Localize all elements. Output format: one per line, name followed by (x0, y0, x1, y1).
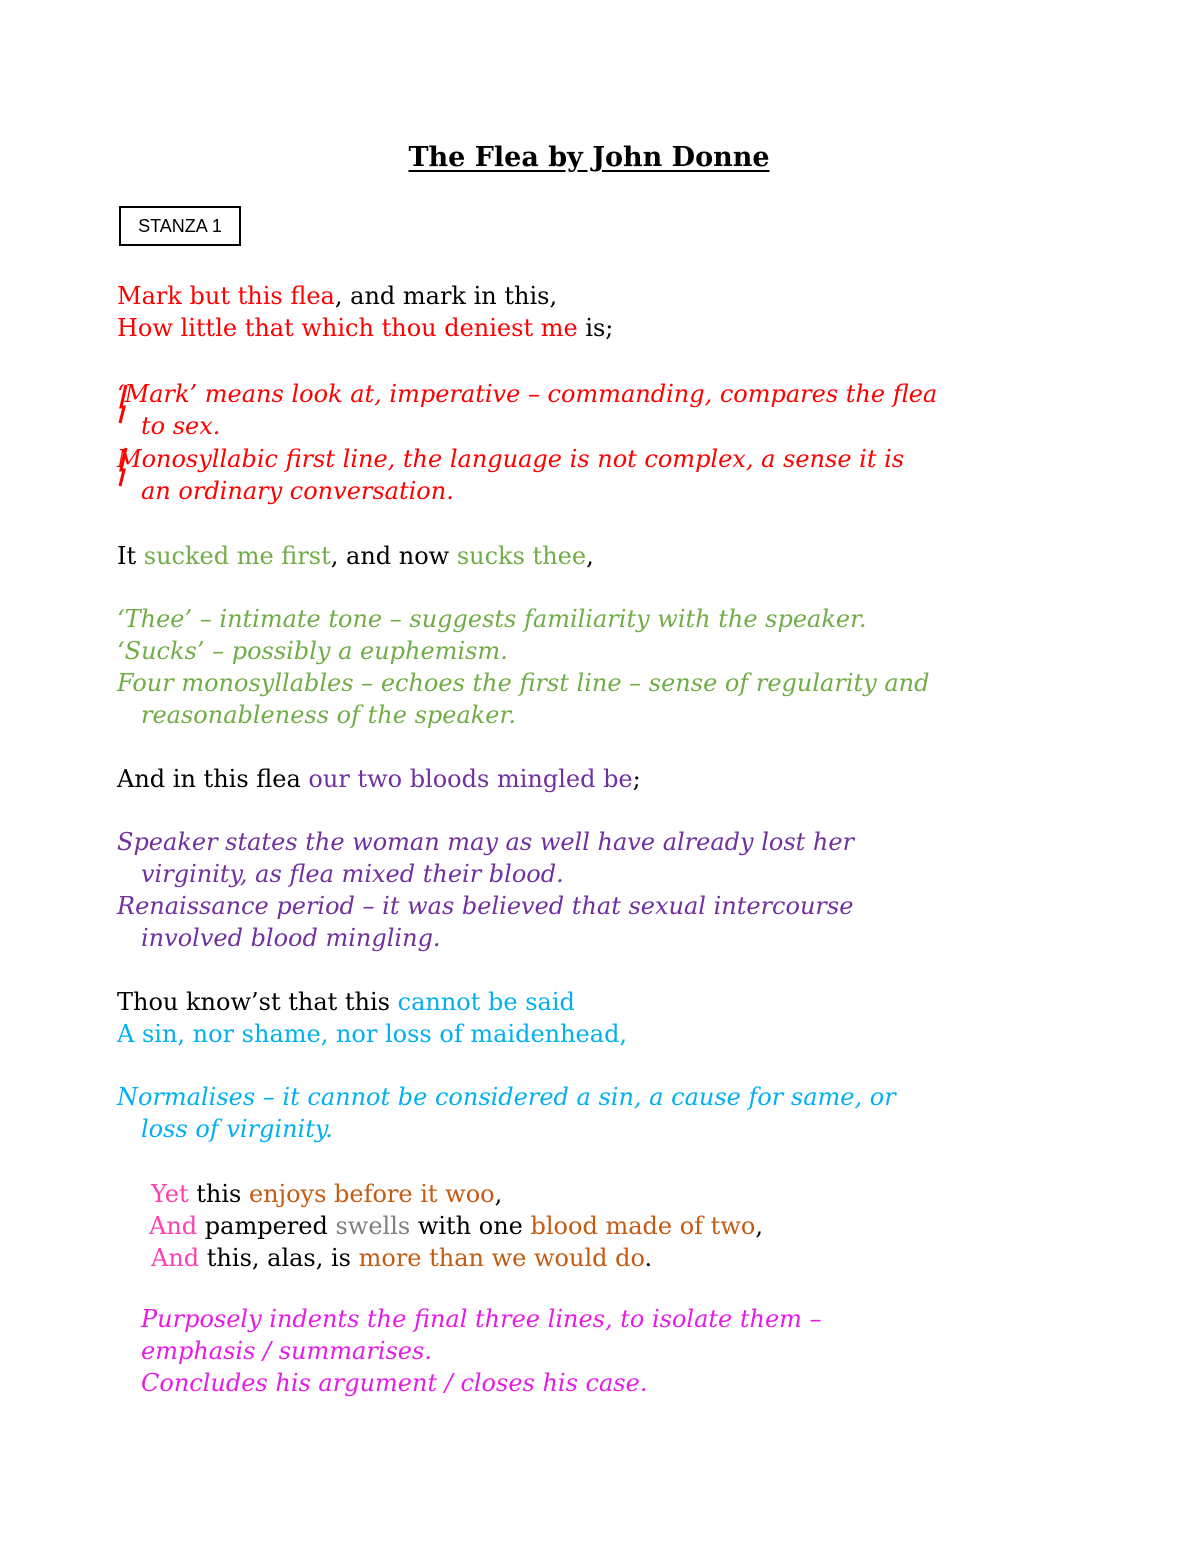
highlight-phrase: enjoys before it woo (248, 1180, 495, 1208)
note-line: an ordinary conversation. (141, 477, 454, 505)
note-line: virginity, as flea mixed their blood. (141, 860, 564, 888)
poem-line-7 (151, 1178, 502, 1210)
highlight-phrase: blood made of two (530, 1212, 756, 1240)
highlight-phrase: Yet (151, 1180, 189, 1208)
poem-line-5 (117, 986, 575, 1018)
highlight-phrase: And (151, 1244, 200, 1272)
line-text: , and mark in this, (334, 282, 558, 310)
page-title: The Flea by John Donne (408, 142, 770, 173)
highlight-phrase: swells (335, 1212, 411, 1240)
line-text: And in this flea (117, 765, 309, 793)
note-line: involved blood mingling. (141, 924, 441, 952)
line-text: pampered (197, 1212, 336, 1240)
line-text: It (117, 542, 144, 570)
poem-line-4 (117, 763, 641, 795)
line-text: , (586, 542, 594, 570)
highlight-phrase: Mark but this flea (117, 282, 335, 310)
note-line: Purposely indents the final three lines, to isolate them – (141, 1305, 822, 1333)
line-text: this (188, 1180, 249, 1208)
note-line: Renaissance period – it was believed that sexual intercourse (117, 892, 854, 920)
line-text: ; (632, 765, 641, 793)
note-line: Normalises – it cannot be considered a sin, a cause for same, or (117, 1083, 896, 1111)
note-line: emphasis / summarises. (141, 1337, 432, 1365)
note-line: ‘Thee’ – intimate tone – suggests familiarity with the speaker. (117, 605, 867, 633)
poem-line-3 (117, 540, 594, 572)
line-text: Thou know’st that this (117, 988, 398, 1016)
poem-line-1 (117, 280, 557, 312)
highlight-phrase: more than we would do (358, 1244, 645, 1272)
poem-line-9 (151, 1242, 652, 1274)
poem-line-8 (149, 1210, 763, 1242)
highlight-phrase: sucked me first (143, 542, 331, 570)
note-line: reasonableness of the speaker. (141, 701, 516, 729)
note-line: ‘Sucks’ – possibly a euphemism. (117, 637, 508, 665)
note-line: Monosyllabic first line, the language is not complex, a sense it is (117, 445, 905, 473)
stanza-label-box (119, 206, 241, 246)
line-text: , and now (330, 542, 457, 570)
poem-line-2 (117, 312, 613, 344)
line-text: this, alas, is (199, 1244, 359, 1272)
note-line: to sex. (141, 412, 221, 440)
poem-line-6: A sin, nor shame, nor loss of maidenhead, (117, 1020, 628, 1048)
note-line: Speaker states the woman may as well have already lost her (117, 828, 855, 856)
note-line: Four monosyllables – echoes the first line – sense of regularity and (117, 669, 930, 697)
highlight-phrase: cannot be said (397, 988, 575, 1016)
highlight-phrase: How little that which thou deniest me (117, 314, 578, 342)
highlight-phrase: our two bloods mingled be (308, 765, 633, 793)
line-text: . (644, 1244, 653, 1272)
highlight-phrase: And (149, 1212, 198, 1240)
note-line: Concludes his argument / closes his case. (141, 1369, 648, 1397)
line-text: , (755, 1212, 763, 1240)
line-text: , (494, 1180, 503, 1208)
line-text: with one (410, 1212, 531, 1240)
highlight-phrase: sucks thee (456, 542, 587, 570)
note-line: loss of virginity. (141, 1115, 333, 1143)
stanza-label: STANZA 1 (138, 215, 222, 236)
note-line: ‘Mark’ means look at, imperative – commanding, compares the flea (117, 380, 938, 408)
line-text: is; (577, 314, 614, 342)
